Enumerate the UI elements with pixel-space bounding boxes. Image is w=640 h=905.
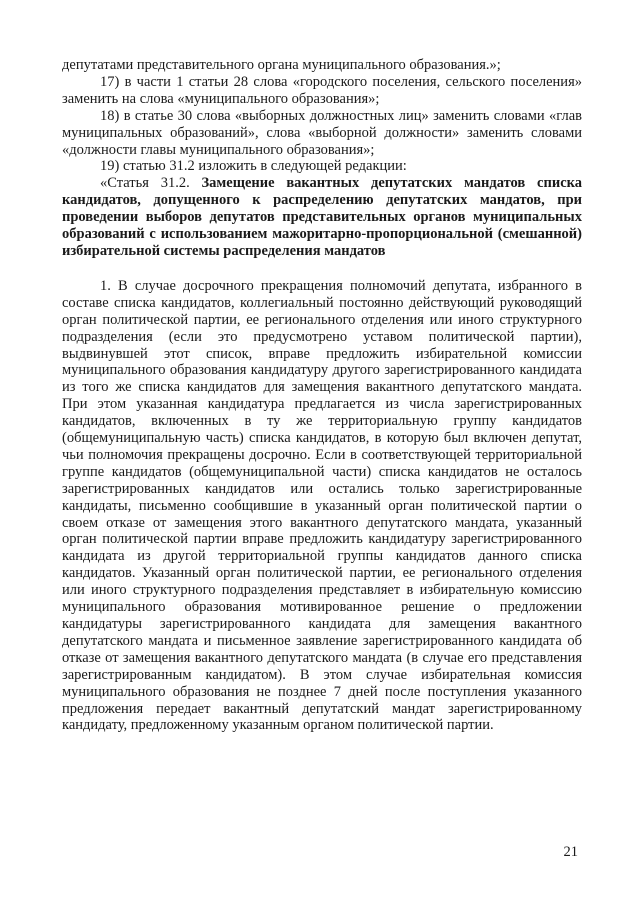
spacer	[62, 260, 582, 278]
page-number: 21	[563, 844, 578, 860]
article-heading-title: Замещение вакантных депутатских мандатов списка кандидатов, допущенного к распределению депутатских мандатов, при проведении выборов депутатов представительных органов муниципальных образований с использованием мажоритарно-пропорциональной (смешанной) избирательной системы распределения мандатов	[62, 175, 583, 259]
paragraph-item-18: 18) в статье 30 слова «выборных должностных лиц» заменить словами «глав муниципальных образований», слова «выборной должности» заменить словами «должности главы муниципального образования»;	[62, 107, 582, 158]
article-paragraph-1: 1. В случае досрочного прекращения полномочий депутата, избранного в составе списка кандидатов, коллегиальный постоянно действующий руководящий орган политической партии, ее регионального отделения или иного структурного подразделения (если это предусмотрено уставом политической партии), выдвинувшей этот список, вправе предложить избирательной комиссии муниципального образования кандидатуру другого зарегистрированного кандидата из того же списка кандидатов для замещения вакантного депутатского мандата. При этом указанная кандидатура предлагается из числа зарегистрированных кандидатов, включенных в ту же территориальную группу кандидатов (общемуниципальную часть) списка кандидатов, в которую был включен депутат, чьи полномочия прекращены досрочно. Если в соответствующей территориальной группе кандидатов (общемуниципальной части) списка кандидатов не осталось зарегистрированных кандидатов или остались только зарегистрированные кандидаты, письменно сообщившие в указанный орган политической партии о своем отказе от замещения этого вакантного депутатского мандата, указанный орган политической партии вправе предложить кандидатуру зарегистрированного кандидата из другой территориальной группы кандидатов данного списка кандидатов. Указанный орган политической партии, ее регионального отделения или иного структурного подразделения представляет в избирательную комиссию муниципального образования мотивированное решение о предложении кандидатуры зарегистрированного кандидата для замещения вакантного депутатского мандата и письменное заявление зарегистрированного кандидата об отказе от замещения вакантного депутатского мандата (в случае его представления зарегистрированным кандидатом). В этом случае избирательная комиссия муниципального образования не позднее 7 дней после поступления указанного предложения передает вакантный депутатский мандат зарегистрированному кандидату, предложенному указанным органом политической партии.	[62, 277, 582, 734]
article-heading-prefix: «Статья 31.2.	[100, 175, 190, 192]
paragraph-continuation: депутатами представительного органа муниципального образования.»;	[62, 57, 501, 73]
document-body	[62, 57, 582, 734]
paragraph-item-17: 17) в части 1 статьи 28 слова «городского поселения, сельского поселения» заменить на слова «муниципального образования»;	[62, 73, 582, 107]
paragraph-item-19: 19) статью 31.2 изложить в следующей редакции:	[100, 158, 407, 175]
article-heading	[62, 175, 582, 260]
